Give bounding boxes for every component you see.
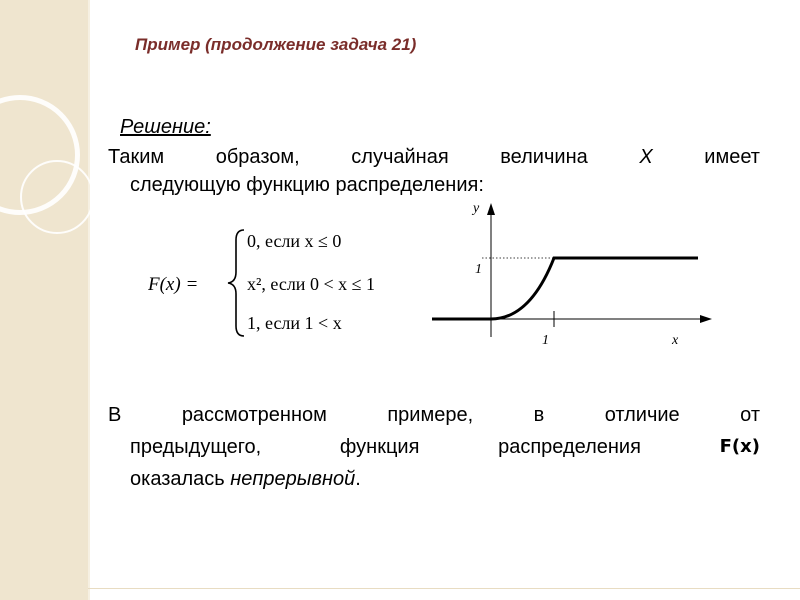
solution-label: Решение: <box>120 116 211 138</box>
bottom-divider <box>88 588 800 589</box>
formula-case-2: x², если 0 < x ≤ 1 <box>247 274 375 294</box>
paragraph2-line1 <box>108 401 760 429</box>
decorative-ring-small <box>20 160 94 234</box>
word: рассмотренном <box>181 404 327 426</box>
word: величина <box>500 146 588 168</box>
emphasis-continuous: непрерывной <box>230 468 356 490</box>
slide-title: Пример (продолжение задача 21) <box>135 35 417 54</box>
paragraph1-line1 <box>108 143 760 171</box>
formula-brace <box>228 230 244 336</box>
band-edge-line <box>88 0 90 600</box>
word: Таким <box>108 146 165 168</box>
x-tick-label: 1 <box>542 333 549 348</box>
distribution-formula <box>148 222 433 344</box>
word: образом, <box>215 146 300 168</box>
x-axis-arrow <box>700 315 712 323</box>
paragraph2-line3 <box>130 465 760 493</box>
formula-case-1: 0, если x ≤ 0 <box>247 231 342 251</box>
y-axis-arrow <box>487 203 495 215</box>
function-notation: F(x) <box>719 436 760 457</box>
y-tick-label: 1 <box>475 262 482 277</box>
word: имеет <box>704 146 760 168</box>
word: случайная <box>351 146 449 168</box>
word: примере, <box>387 404 474 426</box>
formula-case-3: 1, если 1 < x <box>247 313 342 333</box>
word: В <box>108 404 122 426</box>
x-axis-label: x <box>672 333 679 348</box>
word: распределения <box>498 436 641 458</box>
paragraph1-line2: следующую функцию распределения: <box>130 174 484 196</box>
word: отличие <box>604 404 680 426</box>
y-axis-label: y <box>473 201 480 216</box>
word: функция <box>339 436 420 458</box>
word: в <box>533 404 545 426</box>
paragraph2-line2 <box>130 433 760 461</box>
word: от <box>740 404 760 426</box>
line3-suffix: . <box>355 468 361 490</box>
left-decorative-band <box>0 0 88 600</box>
distribution-graph <box>430 195 720 355</box>
line3-prefix: оказалась <box>130 468 231 490</box>
formula-lhs: F(x) = <box>148 274 199 295</box>
distribution-curve <box>432 258 698 319</box>
word: предыдущего, <box>130 436 262 458</box>
variable-x: X <box>639 146 653 168</box>
